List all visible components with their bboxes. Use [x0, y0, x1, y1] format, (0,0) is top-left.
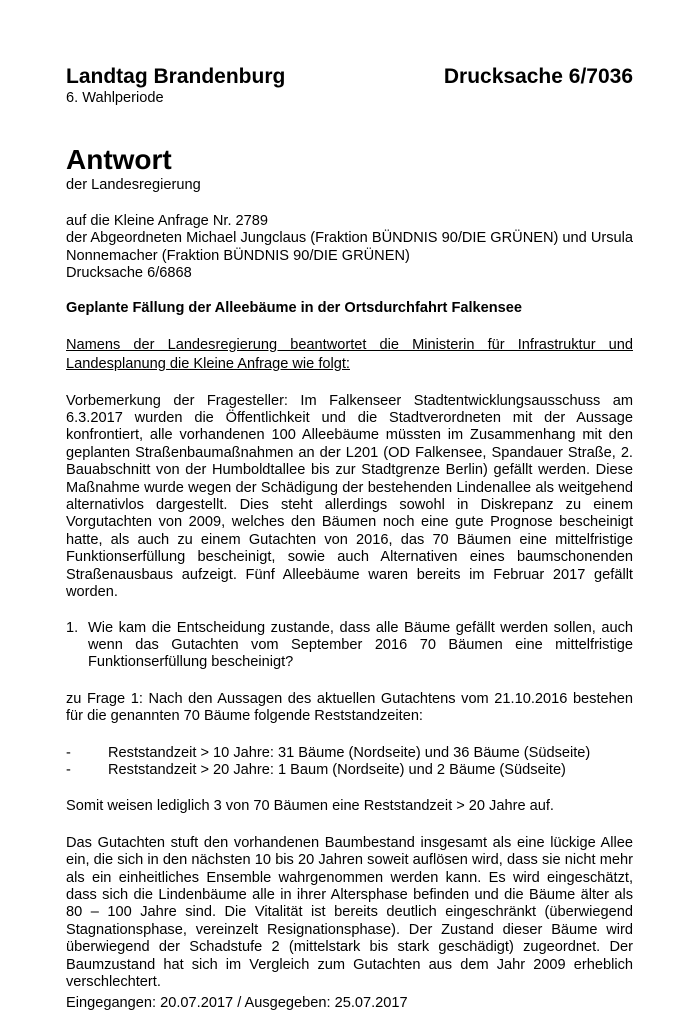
dash-icon: -	[66, 744, 71, 761]
document-number: Drucksache 6/7036	[443, 65, 633, 88]
intro-statement: Namens der Landesregierung beantwortet die Ministerin für Infrastruktur und Landesplanung die Kleine Anfrage wie folgt:	[66, 336, 633, 372]
list-item	[66, 762, 633, 779]
question-text: Wie kam die Entscheidung zustande, dass alle Bäume gefällt werden sollen, auch wenn das Gutachten vom September 2016 70 Bäumen eine mittelfristige Funktionserfüllung bescheinigt?	[88, 619, 633, 671]
page-subtitle: der Landesregierung	[66, 177, 201, 193]
list-item-text: Reststandzeit > 10 Jahre: 31 Bäume (Nordseite) und 36 Bäume (Südseite)	[108, 744, 591, 761]
answer-intro: zu Frage 1: Nach den Aussagen des aktuellen Gutachtens vom 21.10.2016 bestehen für die genannten 70 Bäume folgende Reststandzeiten:	[66, 690, 633, 725]
bullet-list	[66, 745, 633, 780]
list-item	[66, 745, 633, 762]
inquiry-print-ref: Drucksache 6/6868	[66, 265, 192, 282]
answer-detail: Das Gutachten stuft den vorhandenen Baumbestand insgesamt als eine lückige Allee ein, die sich in den nächsten 10 bis 20 Jahren soweit auflösen wird, dass sie nicht mehr als ein einheitliches Ensemble wahrgenommen werden kann. Es wird eingeschätzt, dass sich die Lindenbäume alle in ihrer Altersphase befinden und die Bäume älter als 80 – 100 Jahre sind. Die Vitalität ist bereits deutlich eingeschränkt (überwiegend Stagnationsphase, vereinzelt Resignationsphase). Der Zustand dieser Bäume wird überwiegend der Schadstufe 2 (mittelstark bis stark geschädigt) zugeordnet. Der Baumzustand hat sich im Vergleich zum Gutachten aus dem Jahr 2009 erheblich verschlechtert.	[66, 834, 633, 990]
dash-icon: -	[66, 761, 71, 778]
answer-summary: Somit weisen lediglich 3 von 70 Bäumen eine Reststandzeit > 20 Jahre auf.	[66, 798, 554, 815]
inquiry-number: auf die Kleine Anfrage Nr. 2789	[66, 213, 269, 229]
document-header	[66, 64, 633, 90]
question-number: 1.	[66, 619, 79, 636]
page-title: Antwort	[66, 144, 172, 175]
list-item-text: Reststandzeit > 20 Jahre: 1 Baum (Nordseite) und 2 Bäume (Südseite)	[108, 761, 566, 778]
inquiry-authors: der Abgeordneten Michael Jungclaus (Fraktion BÜNDNIS 90/DIE GRÜNEN) und Ursula Nonnemacher (Fraktion BÜNDNIS 90/DIE GRÜNEN)	[66, 230, 633, 264]
document-page	[66, 64, 633, 1013]
parliament-title: Landtag Brandenburg	[66, 65, 286, 88]
footer-dates: Eingegangen: 20.07.2017 / Ausgegeben: 25.07.2017	[66, 995, 408, 1012]
reference-block	[66, 213, 633, 283]
preamble-paragraph: Vorbemerkung der Fragesteller: Im Falkenseer Stadtentwicklungsausschuss am 6.3.2017 wurden die Öffentlichkeit und die Stadtverordneten mit der Aussage konfrontiert, alle vorhandenen 100 Alleebäume müssten im Zusammenhang mit den geplanten Straßenbaumaßnahmen an der L201 (OD Falkensee, Spandauer Straße, 2. Bauabschnitt von der Humboldtallee bis zur Stadtgrenze Berlin) gefällt werden. Diese Maßnahme wurde wegen der Schädigung der bestehenden Lindenallee als weitgehend alternativlos dargestellt. Dies steht allerdings sowohl in Diskrepanz zu einem Vorgutachten von 2009, welches den Bäumen noch eine gute Prognose bescheinigt hatte, als auch zu einem Gutachten von 2016, das 70 Bäumen eine mittelfristige Funktionserfüllung bescheinigt, sowie auch Alternativen eines baumschonenden Straßenausbaus aufzeigt. Fünf Alleebäume waren bereits im Februar 2017 gefällt worden.	[66, 392, 633, 601]
document-subject: Geplante Fällung der Alleebäume in der Ortsdurchfahrt Falkensee	[66, 299, 523, 316]
legislative-period: 6. Wahlperiode	[66, 90, 164, 106]
question-item	[66, 620, 633, 672]
